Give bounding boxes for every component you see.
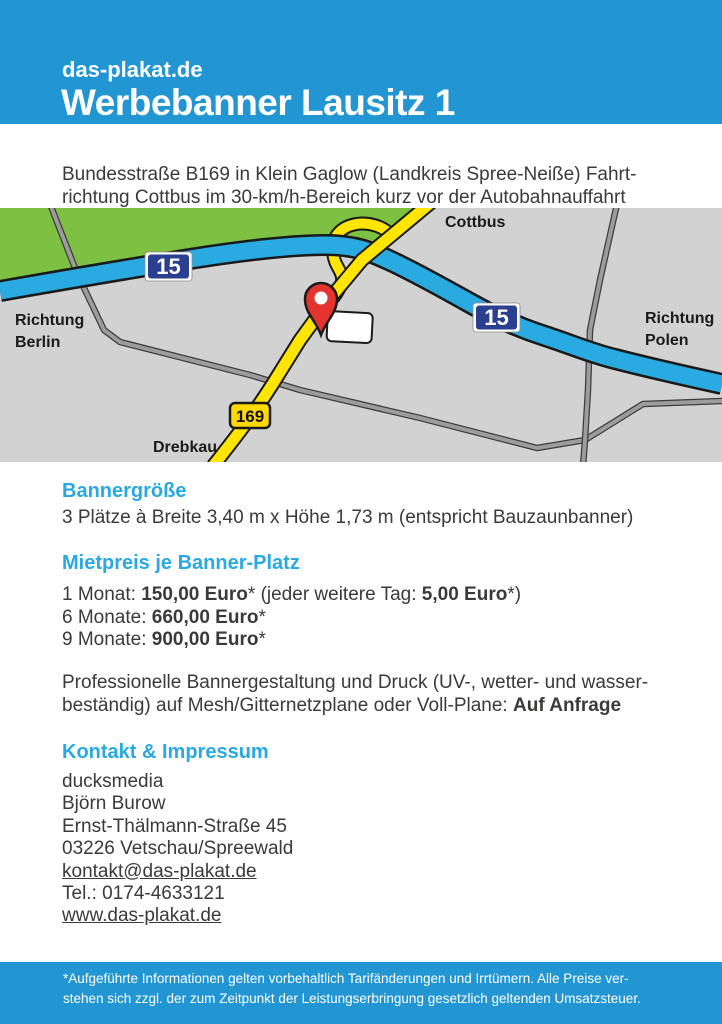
location-description-line1: Bundesstraße B169 in Klein Gaglow (Landkreis Spree-Neiße) Fahrt- bbox=[62, 164, 637, 185]
map-label-richtung-berlin-1: Richtung bbox=[15, 312, 85, 329]
postal-city: 03226 Vetschau/Spreewald bbox=[62, 838, 294, 860]
price-row-1-day-amount: 5,00 Euro bbox=[421, 584, 508, 605]
pricing-heading: Mietpreis je Banner-Platz bbox=[62, 552, 300, 574]
production-note-line1: Professionelle Bannergestaltung und Druck (UV-, wetter- und wasser- bbox=[62, 672, 649, 693]
banner-size-text: 3 Plätze à Breite 3,40 m x Höhe 1,73 m (entspricht Bauzaunbanner) bbox=[62, 507, 634, 528]
motorway-sign-15-left bbox=[145, 252, 192, 281]
footer-line-1: *Aufgeführte Informationen gelten vorbehaltlich Tarifänderungen und Irrtümern. Alle Preise ver- bbox=[63, 971, 629, 986]
price-row-1-mid: * (jeder weitere Tag: bbox=[247, 584, 422, 605]
price-row-6-months bbox=[62, 607, 521, 630]
phone-number: Tel.: 0174-4633121 bbox=[62, 883, 225, 905]
footer-line-2: stehen sich zzgl. der zum Zeitpunkt der Leistungserbringung gesetzlich geltenden Umsatzsteuer. bbox=[63, 991, 641, 1006]
price-list bbox=[62, 584, 521, 652]
production-note-line2 bbox=[62, 695, 648, 718]
price-row-9-amount: 900,00 Euro bbox=[151, 629, 259, 650]
price-row-6-amount: 660,00 Euro bbox=[151, 606, 259, 628]
banner-size-heading: Bannergröße bbox=[62, 480, 187, 502]
motorway-sign-15-right bbox=[473, 303, 520, 332]
company-name: ducksmedia bbox=[62, 771, 164, 792]
map-canvas bbox=[0, 208, 722, 462]
location-description-line2: richtung Cottbus im 30-km/h-Bereich kurz vor der Autobahnauffahrt bbox=[62, 186, 626, 208]
motorway-sign-15-left-label: 15 bbox=[156, 254, 181, 279]
map-label-cottbus: Cottbus bbox=[445, 214, 506, 231]
banner-location-marker bbox=[326, 311, 373, 343]
federal-road-sign-169 bbox=[230, 403, 270, 428]
production-note-on-request: Auf Anfrage bbox=[513, 694, 622, 716]
federal-road-sign-169-label: 169 bbox=[235, 407, 265, 426]
map-label-richtung-polen-2: Polen bbox=[645, 332, 689, 349]
contact-card bbox=[62, 771, 293, 928]
footer-disclaimer bbox=[0, 962, 722, 1024]
price-row-9-pre: 9 Monate: bbox=[62, 629, 152, 650]
price-row-1-pre: 1 Monat: bbox=[62, 584, 142, 605]
price-row-1-month bbox=[62, 584, 521, 607]
production-note-line2-pre: beständig) auf Mesh/Gitternetzplane oder Voll-Plane: bbox=[62, 694, 513, 716]
price-row-6-post: * bbox=[258, 606, 266, 628]
email-row bbox=[62, 861, 293, 883]
contact-person: Björn Burow bbox=[62, 793, 166, 815]
email-link[interactable]: kontakt@das-plakat.de bbox=[62, 860, 257, 882]
contact-heading: Kontakt & Impressum bbox=[62, 741, 269, 763]
location-map bbox=[0, 208, 722, 462]
location-description bbox=[62, 164, 637, 209]
price-row-6-pre: 6 Monate: bbox=[62, 606, 152, 628]
page-title: Werbebanner Lausitz 1 bbox=[61, 82, 455, 123]
header-banner bbox=[0, 0, 722, 124]
price-row-9-post: * bbox=[258, 629, 266, 650]
map-label-richtung-polen-1: Richtung bbox=[645, 310, 715, 327]
motorway-sign-15-right-label: 15 bbox=[484, 305, 509, 330]
map-label-drebkau: Drebkau bbox=[153, 439, 218, 456]
price-row-1-amount: 150,00 Euro bbox=[141, 584, 248, 605]
price-row-1-post: *) bbox=[507, 584, 522, 605]
map-label-richtung-berlin-2: Berlin bbox=[15, 334, 61, 351]
website-row bbox=[62, 905, 293, 927]
site-name: das-plakat.de bbox=[62, 57, 203, 82]
production-note bbox=[62, 672, 648, 717]
price-row-9-months bbox=[62, 629, 521, 652]
website-link[interactable]: www.das-plakat.de bbox=[62, 905, 222, 927]
street-address: Ernst-Thälmann-Straße 45 bbox=[62, 815, 287, 837]
